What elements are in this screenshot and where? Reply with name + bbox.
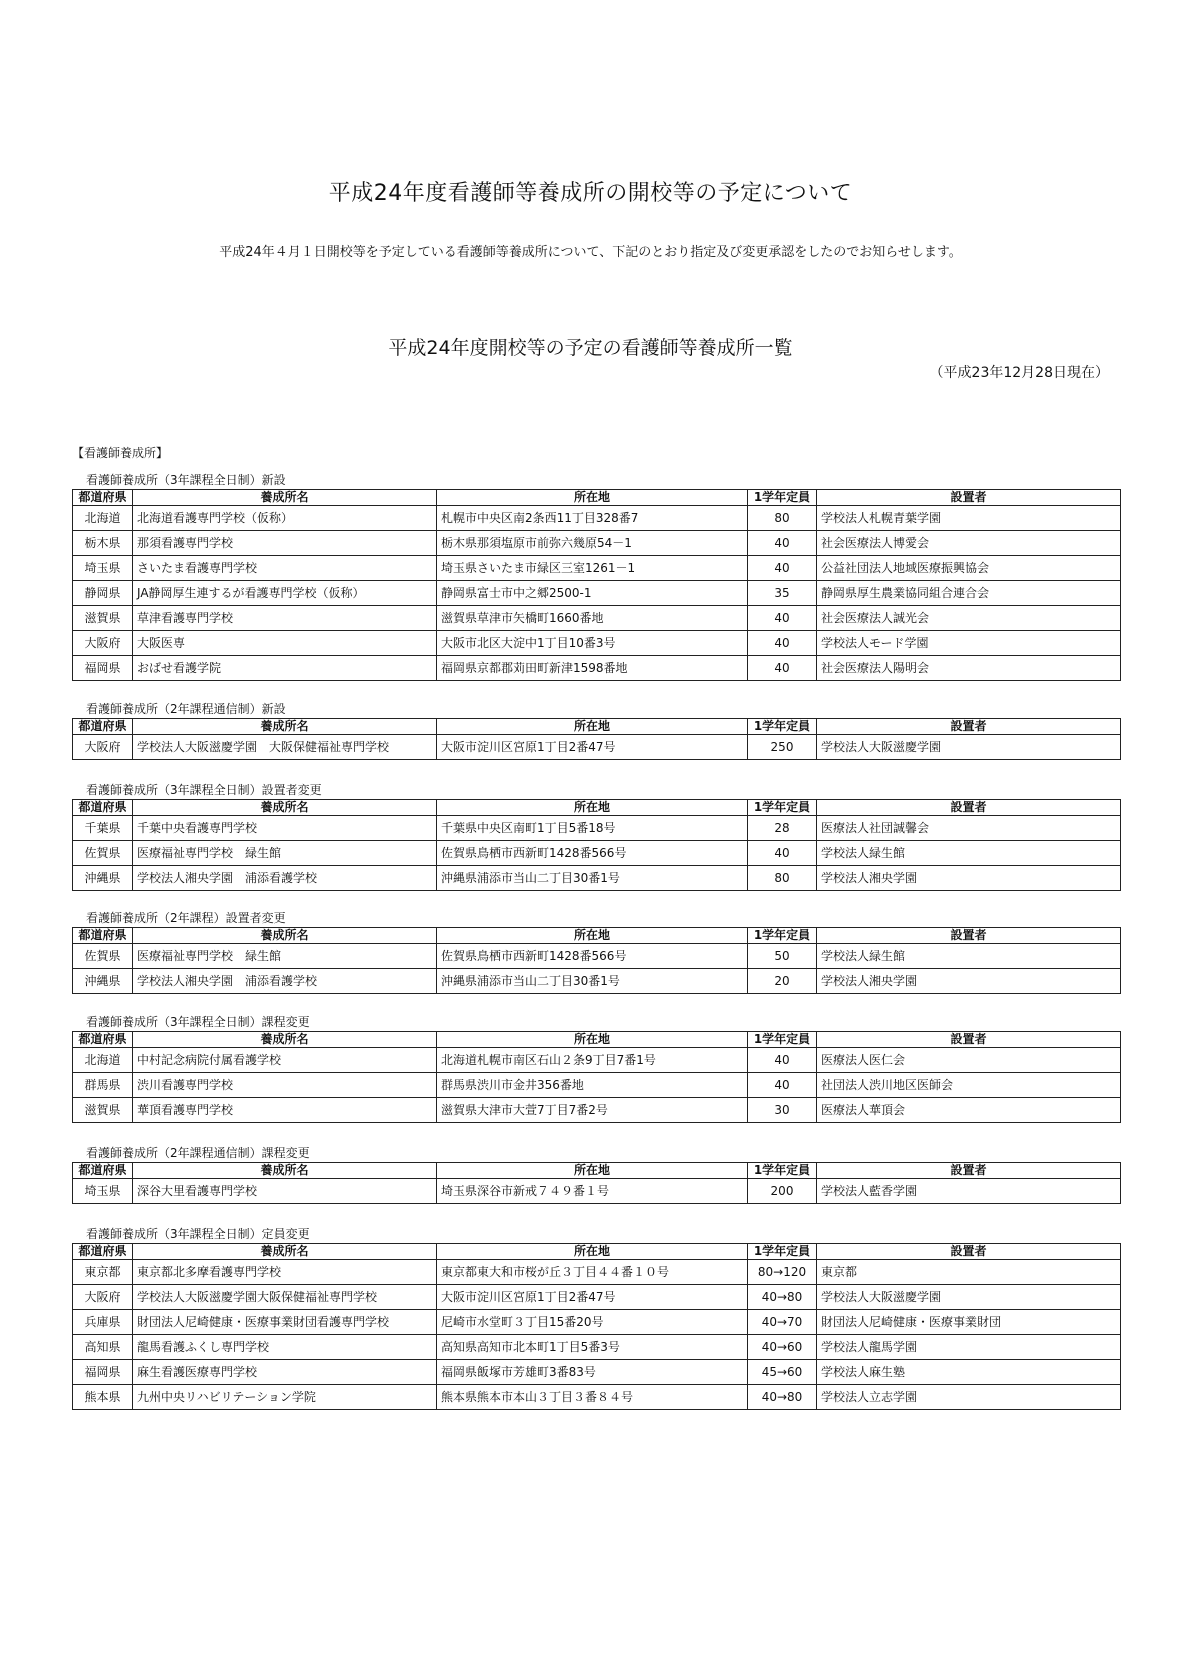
pref-cell: 滋賀県 — [73, 606, 133, 631]
school-name-cell: 中村記念病院付属看護学校 — [133, 1048, 437, 1073]
header-capacity: 1学年定員 — [748, 1163, 817, 1179]
school-name-cell: 学校法人大阪滋慶学園大阪保健福祉専門学校 — [133, 1285, 437, 1310]
header-capacity: 1学年定員 — [748, 800, 817, 816]
school-table — [72, 718, 1121, 760]
school-table — [72, 799, 1121, 891]
table-row — [73, 841, 1121, 866]
pref-cell: 高知県 — [73, 1335, 133, 1360]
header-prefecture: 都道府県 — [73, 1032, 133, 1048]
section — [72, 472, 1120, 681]
header-school-name: 養成所名 — [133, 1163, 437, 1179]
school-name-cell: 財団法人尼崎健康・医療事業財団看護専門学校 — [133, 1310, 437, 1335]
table-row — [73, 656, 1121, 681]
founder-cell: 静岡県厚生農業協同組合連合会 — [817, 581, 1121, 606]
section — [72, 910, 1120, 994]
capacity-cell: 40→80 — [748, 1285, 817, 1310]
intro-text: 平成24年４月１日開校等を予定している看護師等養成所について、下記のとおり指定及び変更承認をしたのでお知らせします。 — [219, 245, 962, 260]
pref-cell: 滋賀県 — [73, 1098, 133, 1123]
header-prefecture: 都道府県 — [73, 490, 133, 506]
as-of-date: （平成23年12月28日現在） — [929, 365, 1109, 381]
founder-cell: 学校法人モード学園 — [817, 631, 1121, 656]
founder-cell: 学校法人立志学園 — [817, 1385, 1121, 1410]
header-address: 所在地 — [437, 928, 748, 944]
pref-cell: 静岡県 — [73, 581, 133, 606]
school-table — [72, 1243, 1121, 1410]
founder-cell: 社会医療法人博愛会 — [817, 531, 1121, 556]
header-address: 所在地 — [437, 490, 748, 506]
founder-cell: 医療法人医仁会 — [817, 1048, 1121, 1073]
pref-cell: 沖縄県 — [73, 866, 133, 891]
capacity-cell: 40→80 — [748, 1385, 817, 1410]
address-cell: 佐賀県鳥栖市西新町1428番566号 — [437, 841, 748, 866]
founder-cell: 学校法人札幌青葉学園 — [817, 506, 1121, 531]
header-prefecture: 都道府県 — [73, 800, 133, 816]
header-capacity: 1学年定員 — [748, 490, 817, 506]
pref-cell: 大阪府 — [73, 735, 133, 760]
pref-cell: 福岡県 — [73, 1360, 133, 1385]
section — [72, 1145, 1120, 1204]
header-founder: 設置者 — [817, 1244, 1121, 1260]
pref-cell: 沖縄県 — [73, 969, 133, 994]
school-name-cell: 学校法人大阪滋慶学園 大阪保健福祉専門学校 — [133, 735, 437, 760]
address-cell: 北海道札幌市南区石山２条9丁目7番1号 — [437, 1048, 748, 1073]
capacity-cell: 35 — [748, 581, 817, 606]
header-address: 所在地 — [437, 1032, 748, 1048]
pref-cell: 熊本県 — [73, 1385, 133, 1410]
founder-cell: 学校法人麻生塾 — [817, 1360, 1121, 1385]
school-name-cell: 深谷大里看護専門学校 — [133, 1179, 437, 1204]
school-name-cell: 東京都北多摩看護専門学校 — [133, 1260, 437, 1285]
table-row — [73, 1335, 1121, 1360]
capacity-cell: 250 — [748, 735, 817, 760]
section — [72, 1014, 1120, 1123]
address-cell: 沖縄県浦添市当山二丁目30番1号 — [437, 969, 748, 994]
school-name-cell: 千葉中央看護専門学校 — [133, 816, 437, 841]
header-school-name: 養成所名 — [133, 928, 437, 944]
school-name-cell: 華頂看護専門学校 — [133, 1098, 437, 1123]
pref-cell: 群馬県 — [73, 1073, 133, 1098]
capacity-cell: 40 — [748, 556, 817, 581]
section-title: 看護師養成所（3年課程全日制）設置者変更 — [86, 783, 322, 797]
capacity-cell: 40 — [748, 631, 817, 656]
pref-cell: 北海道 — [73, 506, 133, 531]
table-row — [73, 816, 1121, 841]
table-row — [73, 606, 1121, 631]
category-label: 【看護師養成所】 — [72, 446, 169, 460]
pref-cell: 大阪府 — [73, 631, 133, 656]
founder-cell: 医療法人華頂会 — [817, 1098, 1121, 1123]
capacity-cell: 28 — [748, 816, 817, 841]
school-name-cell: 大阪医専 — [133, 631, 437, 656]
address-cell: 福岡県京都郡苅田町新津1598番地 — [437, 656, 748, 681]
pref-cell: 埼玉県 — [73, 556, 133, 581]
pref-cell: 北海道 — [73, 1048, 133, 1073]
table-row — [73, 581, 1121, 606]
school-name-cell: 北海道看護専門学校（仮称） — [133, 506, 437, 531]
school-name-cell: 医療福祉専門学校 緑生館 — [133, 841, 437, 866]
table-row — [73, 1098, 1121, 1123]
header-prefecture: 都道府県 — [73, 1244, 133, 1260]
capacity-cell: 20 — [748, 969, 817, 994]
address-cell: 福岡県飯塚市芳雄町3番83号 — [437, 1360, 748, 1385]
header-address: 所在地 — [437, 719, 748, 735]
section-title: 看護師養成所（3年課程全日制）課程変更 — [86, 1015, 310, 1029]
section-title: 看護師養成所（2年課程）設置者変更 — [86, 911, 286, 925]
founder-cell: 学校法人緑生館 — [817, 944, 1121, 969]
section-title: 看護師養成所（2年課程通信制）新設 — [86, 702, 286, 716]
address-cell: 埼玉県深谷市新戒７４９番１号 — [437, 1179, 748, 1204]
address-cell: 札幌市中央区南2条西11丁目328番7 — [437, 506, 748, 531]
header-prefecture: 都道府県 — [73, 928, 133, 944]
table-header-row — [73, 928, 1121, 944]
capacity-cell: 30 — [748, 1098, 817, 1123]
header-address: 所在地 — [437, 1244, 748, 1260]
school-name-cell: 学校法人湘央学園 浦添看護学校 — [133, 866, 437, 891]
table-row — [73, 944, 1121, 969]
school-name-cell: 学校法人湘央学園 浦添看護学校 — [133, 969, 437, 994]
capacity-cell: 45→60 — [748, 1360, 817, 1385]
header-capacity: 1学年定員 — [748, 719, 817, 735]
address-cell: 滋賀県大津市大萱7丁目7番2号 — [437, 1098, 748, 1123]
pref-cell: 兵庫県 — [73, 1310, 133, 1335]
address-cell: 大阪市北区大淀中1丁目10番3号 — [437, 631, 748, 656]
pref-cell: 栃木県 — [73, 531, 133, 556]
header-founder: 設置者 — [817, 1163, 1121, 1179]
school-name-cell: 那須看護専門学校 — [133, 531, 437, 556]
pref-cell: 千葉県 — [73, 816, 133, 841]
table-header-row — [73, 1163, 1121, 1179]
school-name-cell: 龍馬看護ふくし専門学校 — [133, 1335, 437, 1360]
address-cell: 千葉県中央区南町1丁目5番18号 — [437, 816, 748, 841]
table-header-row — [73, 490, 1121, 506]
table-row — [73, 969, 1121, 994]
school-name-cell: 渋川看護専門学校 — [133, 1073, 437, 1098]
capacity-cell: 40 — [748, 656, 817, 681]
address-cell: 沖縄県浦添市当山二丁目30番1号 — [437, 866, 748, 891]
founder-cell: 学校法人湘央学園 — [817, 969, 1121, 994]
header-capacity: 1学年定員 — [748, 1032, 817, 1048]
table-row — [73, 1360, 1121, 1385]
address-cell: 静岡県富士市中之郷2500-1 — [437, 581, 748, 606]
header-school-name: 養成所名 — [133, 490, 437, 506]
address-cell: 滋賀県草津市矢橋町1660番地 — [437, 606, 748, 631]
capacity-cell: 200 — [748, 1179, 817, 1204]
founder-cell: 社会医療法人陽明会 — [817, 656, 1121, 681]
founder-cell: 学校法人湘央学園 — [817, 866, 1121, 891]
address-cell: 熊本県熊本市本山３丁目３番８４号 — [437, 1385, 748, 1410]
table-row — [73, 1179, 1121, 1204]
list-title: 平成24年度開校等の予定の看護師等養成所一覧 — [388, 337, 793, 359]
table-row — [73, 531, 1121, 556]
header-founder: 設置者 — [817, 490, 1121, 506]
capacity-cell: 50 — [748, 944, 817, 969]
header-prefecture: 都道府県 — [73, 719, 133, 735]
section-title: 看護師養成所（3年課程全日制）定員変更 — [86, 1227, 310, 1241]
founder-cell: 医療法人社団誠馨会 — [817, 816, 1121, 841]
capacity-cell: 80→120 — [748, 1260, 817, 1285]
pref-cell: 佐賀県 — [73, 841, 133, 866]
pref-cell: 東京都 — [73, 1260, 133, 1285]
founder-cell: 学校法人大阪滋慶学園 — [817, 1285, 1121, 1310]
capacity-cell: 80 — [748, 866, 817, 891]
address-cell: 栃木県那須塩原市前弥六幾原54－1 — [437, 531, 748, 556]
address-cell: 大阪市淀川区宮原1丁目2番47号 — [437, 735, 748, 760]
table-row — [73, 1073, 1121, 1098]
pref-cell: 佐賀県 — [73, 944, 133, 969]
table-row — [73, 1310, 1121, 1335]
capacity-cell: 80 — [748, 506, 817, 531]
section-title: 看護師養成所（2年課程通信制）課程変更 — [86, 1146, 310, 1160]
school-table — [72, 489, 1121, 681]
section — [72, 701, 1120, 760]
header-school-name: 養成所名 — [133, 800, 437, 816]
school-table — [72, 1162, 1121, 1204]
school-table — [72, 927, 1121, 994]
header-founder: 設置者 — [817, 928, 1121, 944]
table-row — [73, 631, 1121, 656]
header-founder: 設置者 — [817, 719, 1121, 735]
page-title: 平成24年度看護師等養成所の開校等の予定について — [328, 181, 853, 206]
founder-cell: 財団法人尼崎健康・医療事業財団 — [817, 1310, 1121, 1335]
header-founder: 設置者 — [817, 800, 1121, 816]
founder-cell: 学校法人龍馬学園 — [817, 1335, 1121, 1360]
school-name-cell: さいたま看護専門学校 — [133, 556, 437, 581]
sections-container — [72, 472, 1120, 1410]
school-name-cell: JA静岡厚生連するが看護専門学校（仮称） — [133, 581, 437, 606]
pref-cell: 埼玉県 — [73, 1179, 133, 1204]
table-row — [73, 556, 1121, 581]
table-header-row — [73, 800, 1121, 816]
founder-cell: 社会医療法人誠光会 — [817, 606, 1121, 631]
school-name-cell: おばせ看護学院 — [133, 656, 437, 681]
capacity-cell: 40 — [748, 841, 817, 866]
founder-cell: 学校法人緑生館 — [817, 841, 1121, 866]
header-school-name: 養成所名 — [133, 1244, 437, 1260]
header-address: 所在地 — [437, 1163, 748, 1179]
section — [72, 782, 1120, 891]
table-row — [73, 1260, 1121, 1285]
header-prefecture: 都道府県 — [73, 1163, 133, 1179]
school-name-cell: 草津看護専門学校 — [133, 606, 437, 631]
address-cell: 佐賀県鳥栖市西新町1428番566号 — [437, 944, 748, 969]
founder-cell: 公益社団法人地域医療振興協会 — [817, 556, 1121, 581]
address-cell: 群馬県渋川市金井356番地 — [437, 1073, 748, 1098]
founder-cell: 社団法人渋川地区医師会 — [817, 1073, 1121, 1098]
header-school-name: 養成所名 — [133, 719, 437, 735]
founder-cell: 学校法人藍香学園 — [817, 1179, 1121, 1204]
table-row — [73, 1385, 1121, 1410]
section — [72, 1226, 1120, 1410]
address-cell: 尼崎市水堂町３丁目15番20号 — [437, 1310, 748, 1335]
header-capacity: 1学年定員 — [748, 1244, 817, 1260]
capacity-cell: 40 — [748, 531, 817, 556]
address-cell: 埼玉県さいたま市緑区三室1261－1 — [437, 556, 748, 581]
header-address: 所在地 — [437, 800, 748, 816]
table-row — [73, 1285, 1121, 1310]
table-row — [73, 866, 1121, 891]
school-table — [72, 1031, 1121, 1123]
address-cell: 高知県高知市北本町1丁目5番3号 — [437, 1335, 748, 1360]
address-cell: 東京都東大和市桜が丘３丁目４４番１０号 — [437, 1260, 748, 1285]
header-school-name: 養成所名 — [133, 1032, 437, 1048]
header-founder: 設置者 — [817, 1032, 1121, 1048]
pref-cell: 大阪府 — [73, 1285, 133, 1310]
table-header-row — [73, 1032, 1121, 1048]
founder-cell: 東京都 — [817, 1260, 1121, 1285]
capacity-cell: 40→70 — [748, 1310, 817, 1335]
table-header-row — [73, 719, 1121, 735]
pref-cell: 福岡県 — [73, 656, 133, 681]
table-row — [73, 1048, 1121, 1073]
capacity-cell: 40 — [748, 1073, 817, 1098]
table-row — [73, 506, 1121, 531]
capacity-cell: 40 — [748, 606, 817, 631]
table-header-row — [73, 1244, 1121, 1260]
address-cell: 大阪市淀川区宮原1丁目2番47号 — [437, 1285, 748, 1310]
capacity-cell: 40 — [748, 1048, 817, 1073]
header-capacity: 1学年定員 — [748, 928, 817, 944]
school-name-cell: 医療福祉専門学校 緑生館 — [133, 944, 437, 969]
section-title: 看護師養成所（3年課程全日制）新設 — [86, 473, 286, 487]
school-name-cell: 麻生看護医療専門学校 — [133, 1360, 437, 1385]
school-name-cell: 九州中央リハビリテーション学院 — [133, 1385, 437, 1410]
table-row — [73, 735, 1121, 760]
founder-cell: 学校法人大阪滋慶学園 — [817, 735, 1121, 760]
capacity-cell: 40→60 — [748, 1335, 817, 1360]
